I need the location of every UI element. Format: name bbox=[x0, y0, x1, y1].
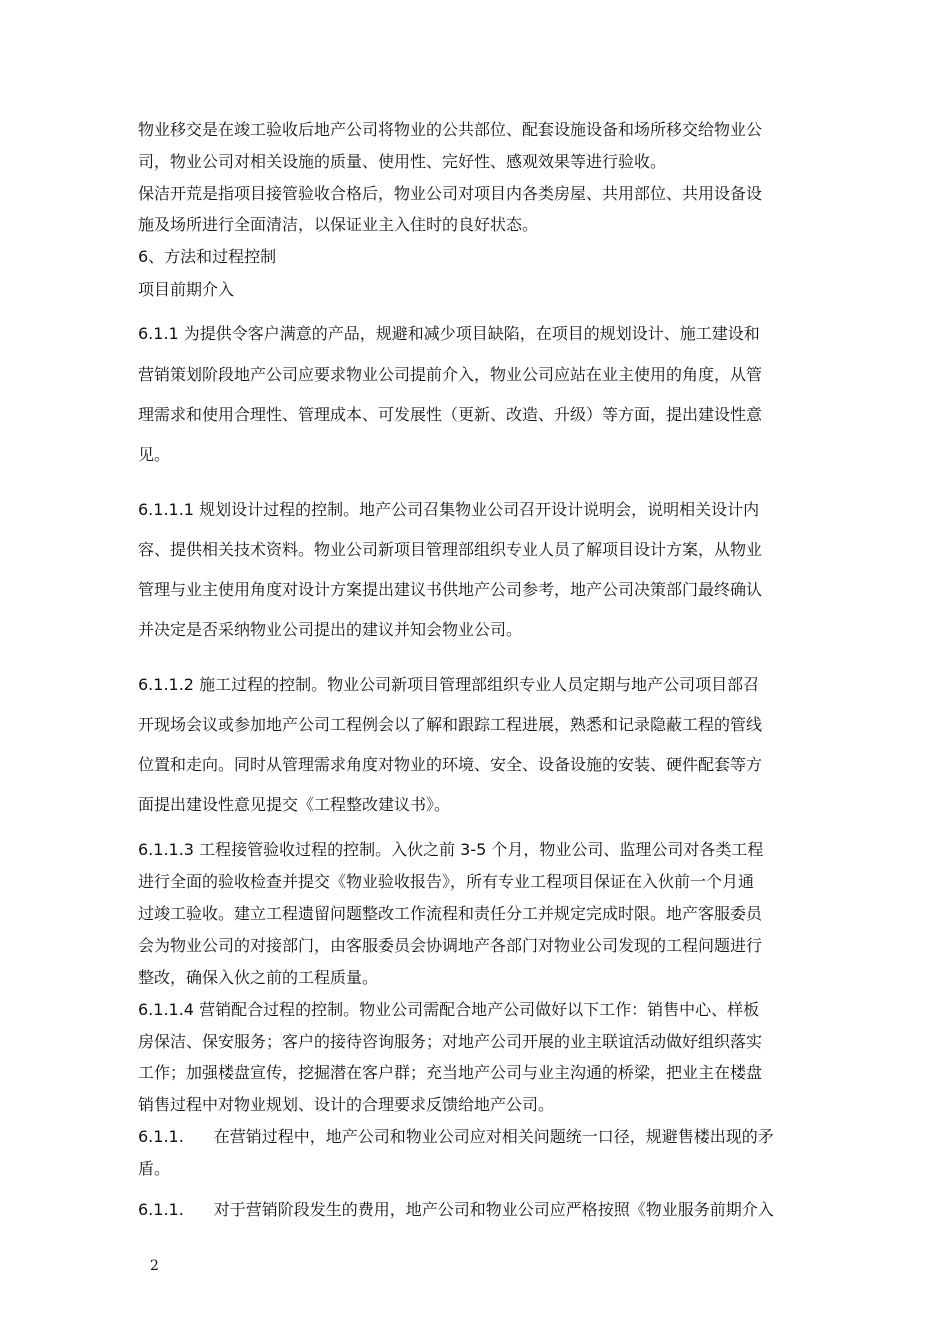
text-line: 盾。 bbox=[138, 1159, 171, 1178]
text-line: 房保洁、保安服务；客户的接待咨询服务；对地产公司开展的业主联谊活动做好组织落实 bbox=[138, 1032, 763, 1051]
text-line: 面提出建设性意见提交《工程整改建议书》。 bbox=[138, 795, 451, 814]
text-line: 过竣工验收。建立工程遗留问题整改工作流程和责任分工并规定完成时限。地产客服委员 bbox=[138, 904, 763, 923]
text-line bbox=[138, 1127, 774, 1147]
text-line: 销售过程中对物业规划、设计的合理要求反馈给地产公司。 bbox=[138, 1095, 555, 1114]
text-line: 见。 bbox=[138, 445, 171, 464]
text-line: 保洁开荒是指项目接管验收合格后，物业公司对项目内各类房屋、共用部位、共用设备设 bbox=[138, 184, 763, 203]
page-number: 2 bbox=[150, 1258, 159, 1274]
text-line: 位置和走向。同时从管理需求角度对物业的环境、安全、设备设施的安装、硬件配套等方 bbox=[138, 755, 763, 774]
text-line: 6.1.1.4 营销配合过程的控制。物业公司需配合地产公司做好以下工作：销售中心、样板 bbox=[138, 1000, 760, 1019]
text-line bbox=[138, 1200, 774, 1220]
text-line: 工作；加强楼盘宣传，挖掘潜在客户群；充当地产公司与业主沟通的桥梁，把业主在楼盘 bbox=[138, 1063, 763, 1082]
subsection-heading: 项目前期介入 bbox=[138, 280, 235, 299]
item-number: 6.1.1. bbox=[138, 1127, 184, 1146]
text-line: 施及场所进行全面清洁，以保证业主入住时的良好状态。 bbox=[138, 215, 539, 234]
text-line: 6.1.1.2 施工过程的控制。物业公司新项目管理部组织专业人员定期与地产公司项目部召 bbox=[138, 675, 760, 694]
text-line: 6.1.1.3 工程接管验收过程的控制。入伙之前 3-5 个月，物业公司、监理公司对各类工程 bbox=[138, 840, 764, 859]
section-heading: 6、方法和过程控制 bbox=[138, 247, 277, 266]
text-line: 理需求和使用合理性、管理成本、可发展性（更新、改造、升级）等方面，提出建设性意 bbox=[138, 405, 763, 424]
text-line: 营销策划阶段地产公司应要求物业公司提前介入，物业公司应站在业主使用的角度，从管 bbox=[138, 365, 763, 384]
text-line: 并决定是否采纳物业公司提出的建议并知会物业公司。 bbox=[138, 620, 523, 639]
text-line: 司，物业公司对相关设施的质量、使用性、完好性、感观效果等进行验收。 bbox=[138, 152, 667, 171]
text-line: 会为物业公司的对接部门，由客服委员会协调地产各部门对物业公司发现的工程问题进行 bbox=[138, 936, 763, 955]
item-text: 对于营销阶段发生的费用，地产公司和物业公司应严格按照《物业服务前期介入 bbox=[213, 1200, 774, 1219]
text-line: 管理与业主使用角度对设计方案提出建议书供地产公司参考，地产公司决策部门最终确认 bbox=[138, 580, 763, 599]
text-line: 容、提供相关技术资料。物业公司新项目管理部组织专业人员了解项目设计方案，从物业 bbox=[138, 540, 763, 559]
text-line: 6.1.1 为提供令客户满意的产品，规避和减少项目缺陷，在项目的规划设计、施工建设和 bbox=[138, 324, 760, 343]
text-line: 开现场会议或参加地产公司工程例会以了解和跟踪工程进展，熟悉和记录隐蔽工程的管线 bbox=[138, 715, 763, 734]
item-number: 6.1.1. bbox=[138, 1200, 184, 1219]
text-line: 物业移交是在竣工验收后地产公司将物业的公共部位、配套设施设备和场所移交给物业公 bbox=[138, 120, 763, 139]
text-line: 整改，确保入伙之前的工程质量。 bbox=[138, 968, 379, 987]
text-line: 进行全面的验收检查并提交《物业验收报告》，所有专业工程项目保证在入伙前一个月通 bbox=[138, 872, 755, 891]
item-text: 在营销过程中，地产公司和物业公司应对相关问题统一口径，规避售楼出现的矛 bbox=[213, 1127, 774, 1146]
text-line: 6.1.1.1 规划设计过程的控制。地产公司召集物业公司召开设计说明会，说明相关设计内 bbox=[138, 500, 760, 519]
